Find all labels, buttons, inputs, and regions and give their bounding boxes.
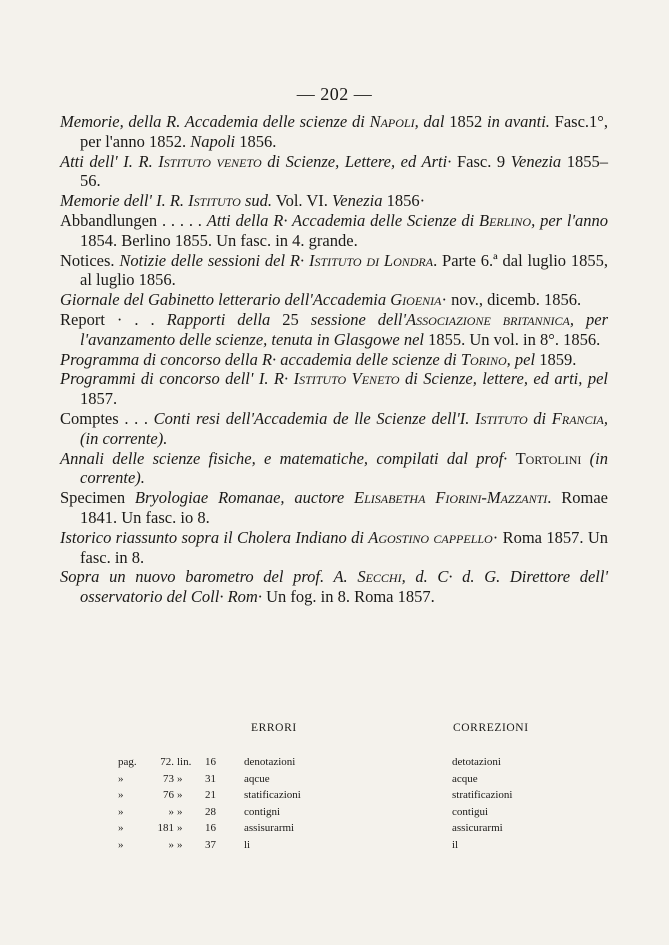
entry-text-segment: 1856·: [382, 191, 426, 211]
bibliography-list: [60, 112, 608, 607]
entry-text-segment: Istituto veneto: [158, 151, 262, 171]
entry-text-segment: Agostino cappello: [368, 527, 493, 547]
entry-text-segment: Berlino: [479, 210, 532, 230]
bibliography-entry: [60, 488, 608, 528]
errata-correction-text: detotazioni: [452, 756, 501, 768]
errata-line-number: 16: [205, 822, 216, 834]
entry-text-segment: Atti della R· Accademia delle Scienze di: [206, 210, 480, 230]
errata-row: [0, 822, 669, 838]
entry-text-segment: Comptes . . .: [60, 408, 154, 428]
entry-text-segment: Istituto: [188, 191, 241, 211]
entry-text-segment: Bryologiae Romanae, auctore: [134, 488, 355, 508]
entry-text-segment: · Roma 1857. Un fasc. in 8.: [80, 527, 608, 567]
entry-text-segment: , (in corrente).: [80, 408, 608, 448]
errata-correction-text: il: [452, 838, 459, 851]
entry-text-segment: Programmi di concorso dell' I. R·: [60, 369, 294, 389]
entry-text-segment: 25: [282, 309, 311, 329]
entry-text-segment: 1854. Berlino 1855. Un fasc. in 4. grande.: [80, 230, 358, 250]
entry-text-segment: Gioenia: [390, 290, 442, 310]
entry-text-segment: in avanti.: [487, 112, 550, 131]
entry-text-segment: . Romae 1841. Un fasc. io 8.: [80, 488, 608, 527]
errata-row: [0, 773, 669, 789]
entry-text-segment: Sopra un nuovo barometro del prof. A.: [60, 567, 358, 587]
bibliography-entry: [60, 449, 608, 489]
entry-text-segment: di Scienze, Lettere, ed Arti·: [261, 151, 452, 171]
entry-text-segment: (in corrente).: [80, 448, 608, 488]
errata-line-label: »: [177, 822, 183, 834]
entry-text-segment: , pel: [506, 349, 540, 369]
errata-error-text: assisurarmi: [244, 822, 295, 834]
entry-text-segment: Un fog. in 8. Roma 1857.: [261, 587, 435, 607]
errata-row: [0, 789, 669, 805]
entry-text-segment: Programma di concorso della R· accademia delle scienze di: [60, 349, 461, 369]
errata-line-number: 37: [205, 838, 216, 851]
errata-page-number: »: [168, 838, 174, 851]
errata-error-text: contigni: [244, 805, 281, 818]
errata-row: [0, 839, 669, 855]
bibliography-entry: [60, 211, 608, 251]
errata-page-label: pag.: [118, 756, 137, 768]
entry-text-segment: Annali delle scienze fisiche, e matematiche, compilati dal prof·: [60, 448, 516, 468]
entry-text-segment: sud.: [240, 191, 272, 211]
entry-text-segment: Associazione britannica: [406, 309, 570, 329]
bibliography-entry: [60, 152, 608, 192]
bibliography-entry: [60, 251, 608, 291]
errata-error-text: denotazioni: [244, 756, 296, 768]
entry-text-segment: sessione dell': [310, 309, 407, 329]
entry-text-segment: Venezia: [332, 191, 383, 211]
entry-text-segment: Venezia: [510, 151, 562, 171]
errata-line-number: 31: [205, 772, 216, 785]
errata-error-text: aqcue: [244, 772, 270, 785]
entry-text-segment: 1859.: [539, 349, 577, 369]
errata-line-label: »: [177, 838, 183, 851]
entry-text-segment: 1855–56.: [80, 151, 609, 191]
errata-correction-text: contigui: [452, 805, 489, 818]
bibliography-entry: [60, 290, 608, 310]
entry-text-segment: Secchi: [357, 567, 402, 587]
entry-text-segment: Istituto Veneto: [293, 369, 400, 389]
entry-text-segment: 1856.: [235, 131, 277, 151]
bibliography-entry: [60, 350, 608, 370]
errata-correction-text: acque: [452, 772, 478, 785]
errata-line-number: 21: [205, 789, 216, 801]
page-number: — 202 —: [296, 84, 373, 104]
entry-text-segment: Report · . .: [60, 309, 167, 329]
errata-page-number: 73: [163, 772, 174, 785]
errata-row: [0, 756, 669, 772]
errata-page-label: »: [118, 789, 124, 801]
entry-text-segment: Fasc. 9: [451, 151, 511, 171]
entry-text-segment: Napoli: [369, 112, 415, 131]
entry-text-segment: Notizie delle sessioni del R·: [119, 250, 309, 270]
errata-header-errors: ERRORI: [251, 722, 297, 734]
entry-text-segment: Abbandlungen . . . . .: [60, 210, 207, 230]
entry-text-segment: Conti resi dell'Accademia de lle Scienze dell'I.: [153, 408, 475, 428]
errata-page-label: »: [118, 838, 124, 851]
errata-page-number: 76: [163, 789, 174, 801]
entry-text-segment: di: [527, 408, 552, 428]
errata-page-label: »: [118, 822, 124, 834]
errata-line-number: 16: [205, 756, 216, 768]
errata-page-number: »: [168, 805, 174, 818]
entry-text-segment: Specimen: [60, 488, 135, 508]
bibliography-entry: [60, 310, 608, 350]
entry-text-segment: Tortolini: [515, 448, 582, 468]
bibliography-entry: [60, 369, 608, 409]
errata-error-text: statificazioni: [244, 789, 301, 801]
errata-row: [0, 806, 669, 822]
entry-text-segment: Istituto: [475, 408, 528, 428]
errata-error-text: li: [244, 838, 251, 851]
entry-text-segment: Fasc.1°, per l'anno 1852.: [80, 112, 609, 151]
entry-text-segment: , d. C· d. G. Direttore dell' osservatorio del Coll· Rom·: [80, 567, 608, 607]
entry-text-segment: 1852: [449, 112, 487, 131]
errata-correction-text: assicurarmi: [452, 822, 503, 834]
bibliography-entry: [60, 191, 608, 211]
bibliography-entry: [60, 409, 608, 449]
bibliography-entry: [60, 112, 608, 152]
errata-header-corrections: CORREZIONI: [453, 722, 529, 734]
entry-text-segment: Notices.: [60, 250, 120, 270]
entry-text-segment: , dal: [414, 112, 450, 131]
entry-text-segment: Torino: [460, 349, 507, 369]
entry-text-segment: Memorie dell' I. R.: [60, 191, 189, 211]
entry-text-segment: Elisabetha Fiorini-Mazzanti: [354, 488, 548, 508]
errata-page-number: 181: [157, 822, 174, 834]
errata-page-number: 72.: [160, 756, 174, 768]
entry-text-segment: Memorie, della R. Accademia delle scienze di: [60, 112, 370, 131]
entry-text-segment: Atti dell' I. R.: [60, 151, 159, 171]
entry-text-segment: di Scienze, lettere, ed arti, pel: [399, 369, 608, 389]
bibliography-entry: [60, 528, 608, 568]
errata-line-label: »: [177, 772, 183, 785]
errata-correction-text: stratificazioni: [452, 789, 513, 801]
entry-text-segment: . Parte 6.ª dal luglio 1855, al luglio 1856.: [80, 250, 608, 290]
entry-text-segment: Napoli: [190, 131, 236, 151]
entry-text-segment: Rapporti della: [166, 309, 283, 329]
entry-text-segment: · nov., dicemb. 1856.: [441, 290, 582, 310]
entry-text-segment: Istituto di Londra: [308, 250, 434, 270]
bibliography-entry: [60, 567, 608, 607]
errata-line-number: 28: [205, 805, 216, 818]
errata-page-label: »: [118, 772, 124, 785]
entry-text-segment: , per l'avanzamento delle scienze, tenuta in Glasgowe nel: [80, 309, 609, 349]
errata-line-label: lin.: [177, 756, 192, 768]
entry-text-segment: 1857.: [80, 389, 118, 409]
errata-page-label: »: [118, 805, 124, 818]
entry-text-segment: , per l'anno: [531, 210, 609, 230]
errata-line-label: »: [177, 805, 183, 818]
entry-text-segment: Giornale del Gabinetto letterario dell'Accademia: [60, 290, 391, 310]
entry-text-segment: Istorico riassunto sopra il Cholera Indiano di: [60, 527, 369, 547]
entry-text-segment: Vol. VI.: [271, 191, 333, 211]
errata-line-label: »: [177, 789, 183, 801]
entry-text-segment: Francia: [551, 408, 604, 428]
entry-text-segment: 1855. Un vol. in 8°. 1856.: [428, 329, 601, 349]
